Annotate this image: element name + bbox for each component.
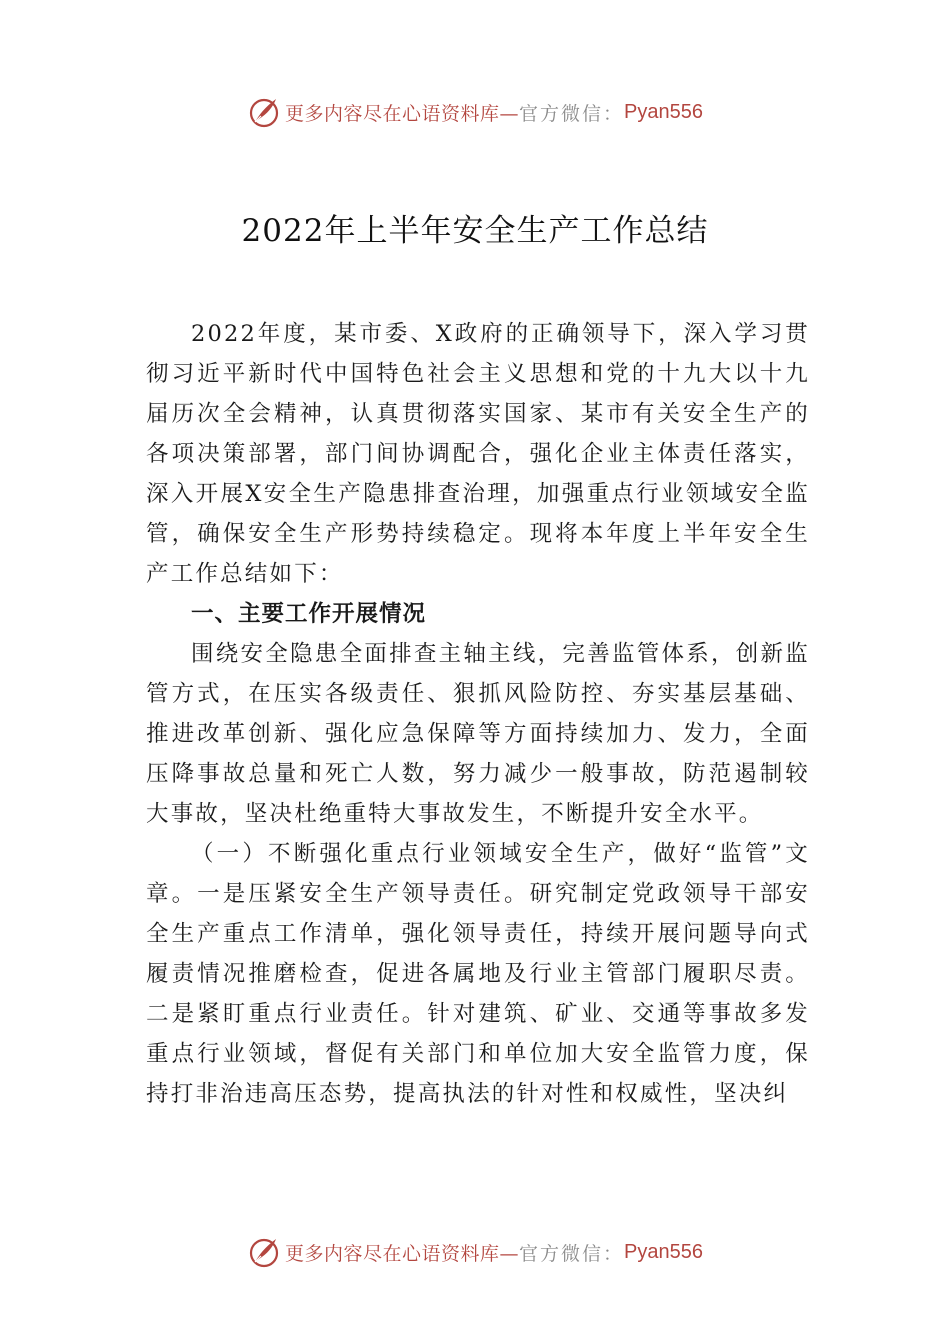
header-banner <box>0 92 950 132</box>
intro-paragraph: 2022年度，某市委、X政府的正确领导下，深入学习贯彻习近平新时代中国特色社会主义思想和党的十九大以十九届历次全会精神，认真贯彻落实国家、某市有关安全生产的各项决策部署，部门间协调配合，强化企业主体责任落实，深入开展X安全生产隐患排查治理，加强重点行业领域安全监管，确保安全生产形势持续稳定。现将本年度上半年安全生产工作总结如下： <box>146 321 810 587</box>
banner-text: 更多内容尽在心语资料库— <box>285 1242 520 1265</box>
banner-wechat-id: Pyan556 <box>624 100 703 123</box>
banner-text: 更多内容尽在心语资料库— <box>285 102 520 125</box>
banner-wechat-label: 官方微信： <box>519 102 625 125</box>
quill-pen-logo-icon <box>247 1235 281 1269</box>
body-paragraph: （一）不断强化重点行业领域安全生产，做好“监管”文章。一是压紧安全生产领导责任。研究制定党政领导干部安全生产重点工作清单，强化领导责任，持续开展问题导向式履责情况推磨检查，促进各属地及行业主管部门履职尽责。二是紧盯重点行业责任。针对建筑、矿业、交通等事故多发重点行业领域，督促有关部门和单位加大安全监管力度，保持打非治违高压态势，提高执法的针对性和权威性，坚决纠 <box>146 841 810 1107</box>
footer-banner <box>0 1232 950 1272</box>
banner-wechat-id: Pyan556 <box>624 1240 703 1263</box>
document-body <box>146 314 810 1114</box>
banner-wechat-label: 官方微信： <box>519 1242 625 1265</box>
section-heading: 一、主要工作开展情况 <box>191 601 427 627</box>
body-paragraph: 围绕安全隐患全面排查主轴主线，完善监管体系，创新监管方式，在压实各级责任、狠抓风险防控、夯实基层基础、推进改革创新、强化应急保障等方面持续加力、发力，全面压降事故总量和死亡人数，努力减少一般事故，防范遏制较大事故，坚决杜绝重特大事故发生，不断提升安全水平。 <box>146 641 810 827</box>
document-title: 2022年上半年安全生产工作总结 <box>241 213 709 249</box>
quill-pen-logo-icon <box>247 95 281 129</box>
